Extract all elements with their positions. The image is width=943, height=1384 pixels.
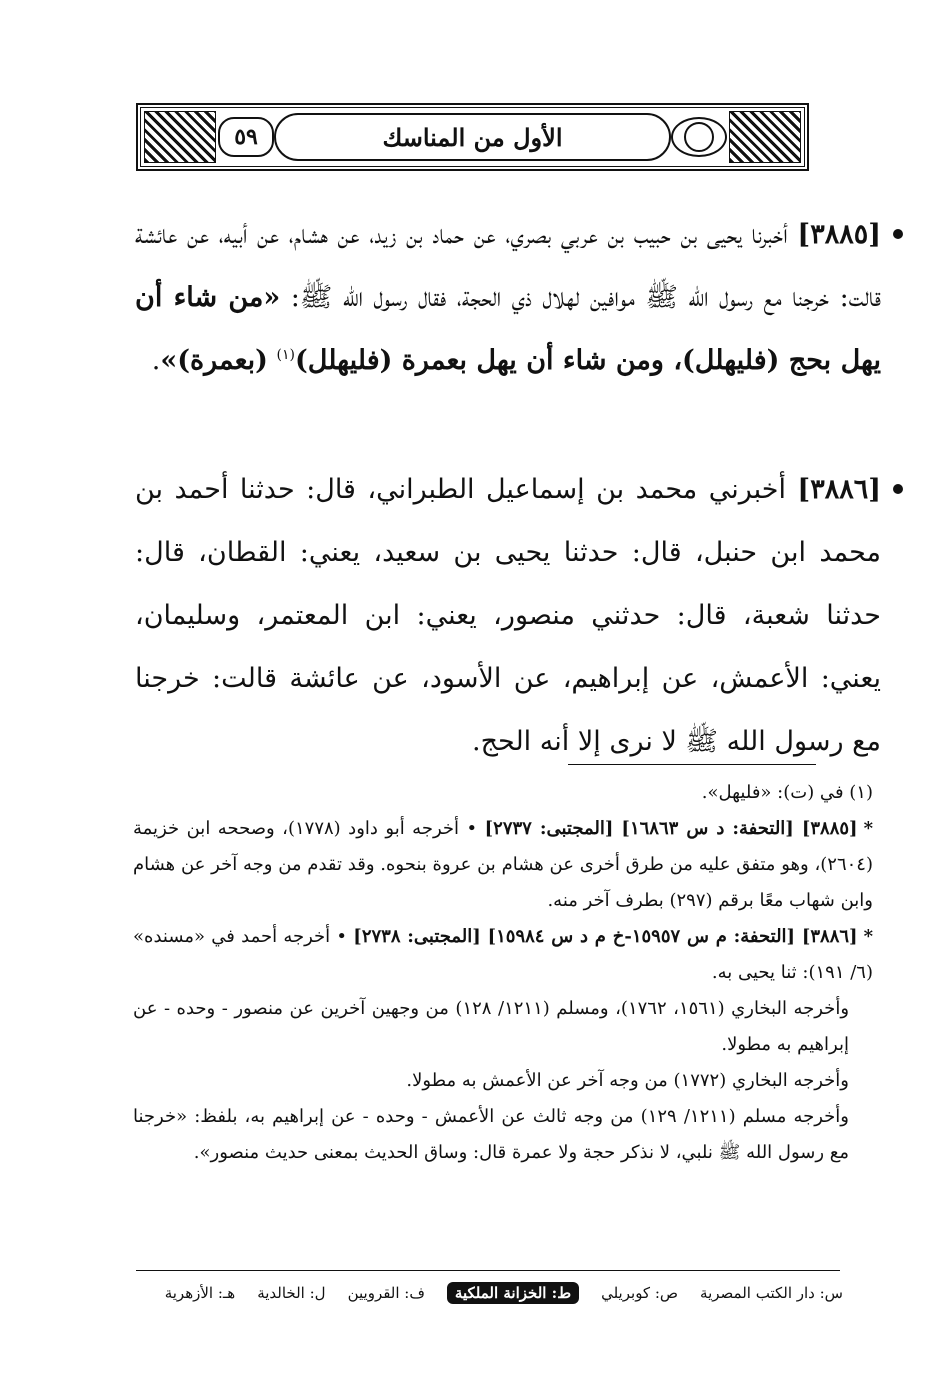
footnote-paragraph: وأخرجه مسلم (١٢١١/ ١٢٩) من وجه ثالث عن الأعمش - وحده - عن إبراهيم به، بلفظ: «خرجنا مع رسول الله ﷺ نلبي، لا نذكر حجة ولا عمرة قال: وساق الحديث بمعنى حديث منصور». <box>133 1106 849 1163</box>
star-icon: * <box>863 926 873 947</box>
footnote-3885 <box>133 811 873 919</box>
chapter-title: الأول من المناسك <box>274 113 671 161</box>
legend-item: هـ: الأزهرية <box>164 1284 236 1302</box>
bullet-icon <box>893 484 903 494</box>
footnote-refs: [٣٨٨٥] [التحفة: د س ١٦٨٦٣] [المجتبى: ٢٧٣٧] <box>484 818 858 839</box>
manuscript-legend <box>165 1278 843 1308</box>
legend-item: ف: القرويين <box>347 1284 425 1302</box>
footnotes <box>133 775 873 1171</box>
footnote-text: • أخرجه أبو داود (١٧٧٨)، وصححه ابن خزيمة (٢٦٠٤)، وهو متفق عليه من طرق أخرى عن هشام بن عروة بنحوه. وقد تقدم من وجه آخر عن هشام وابن شهاب معًا برقم (٢٩٧) بطرف آخر منه. <box>133 818 873 911</box>
hadith-text: أخبرني محمد بن إسماعيل الطبراني، قال: حدثنا أحمد بن محمد ابن حنبل، قال: حدثنا يحيى بن سعيد، يعني: القطان، قال: حدثنا شعبة، قال: حدثني منصور، يعني: ابن المعتمر، وسليمان، يعني: الأعمش، عن إبراهيم، عن الأسود، عن عائشة قالت: خرجنا مع رسول الله ﷺ لا نرى إلا أنه الحج. <box>135 474 881 757</box>
hadith-number: [٣٨٨٥] <box>797 219 881 250</box>
legend-item: س: دار الكتب المصرية <box>700 1284 843 1302</box>
bullet-icon <box>893 229 903 239</box>
footnote-marker[interactable]: (١) <box>276 347 296 363</box>
star-icon: * <box>863 818 873 839</box>
ornament-left <box>144 111 216 163</box>
legend-divider <box>136 1270 840 1271</box>
footnote-refs: [٣٨٨٦] [التحفة: م س ١٥٩٥٧-خ م د س ١٥٩٨٤] [المجتبى: ٢٧٣٨] <box>353 926 858 947</box>
page-header <box>136 103 809 171</box>
footnote-text: • أخرجه أحمد في «مسنده» (٦/ ١٩١): ثنا يحيى به. <box>133 926 873 983</box>
page-number: ٥٩ <box>218 117 274 157</box>
footnote-divider <box>568 764 816 765</box>
ornament-right <box>729 111 801 163</box>
hadith-3885 <box>135 203 881 392</box>
legend-item: ص: كوبريلي <box>601 1284 679 1302</box>
hadith-end: . <box>151 345 161 376</box>
hadith-quote: «من شاء أن يهل بحج (فليهلل)، ومن شاء أن يهل بعمرة (فليهلل) <box>135 282 881 376</box>
hadith-number: [٣٨٨٦] <box>797 474 881 505</box>
hadith-quote-end: (بعمرة)» <box>160 345 268 376</box>
hadith-3886 <box>135 458 881 773</box>
hadith-text: أخبرنا يحيى بن حبيب بن عربي بصري، عن حماد بن زيد، عن هشام، عن أبيه، عن عائشة قالت: خرجنا مع رسول الله ﷺ موافين لهلال ذي الحجة، فقال رسول الله ﷺ: <box>135 219 881 313</box>
footnote-3886 <box>133 919 873 991</box>
footnote-1: (١) في (ت): «فليهل». <box>701 782 873 803</box>
footnote-paragraph: وأخرجه البخاري (١٥٦١، ١٧٦٢)، ومسلم (١٢١١/ ١٢٨) من وجهين آخرين عن منصور - وحده - عن إبراهيم به مطولا. <box>133 998 850 1055</box>
legend-item: ل: الخالدية <box>257 1284 326 1302</box>
legend-item-active: ط: الخزانة الملكية <box>447 1282 579 1304</box>
footnote-paragraph: وأخرجه البخاري (١٧٧٢) من وجه آخر عن الأعمش به مطولا. <box>406 1070 849 1091</box>
publisher-logo-icon <box>671 117 727 157</box>
